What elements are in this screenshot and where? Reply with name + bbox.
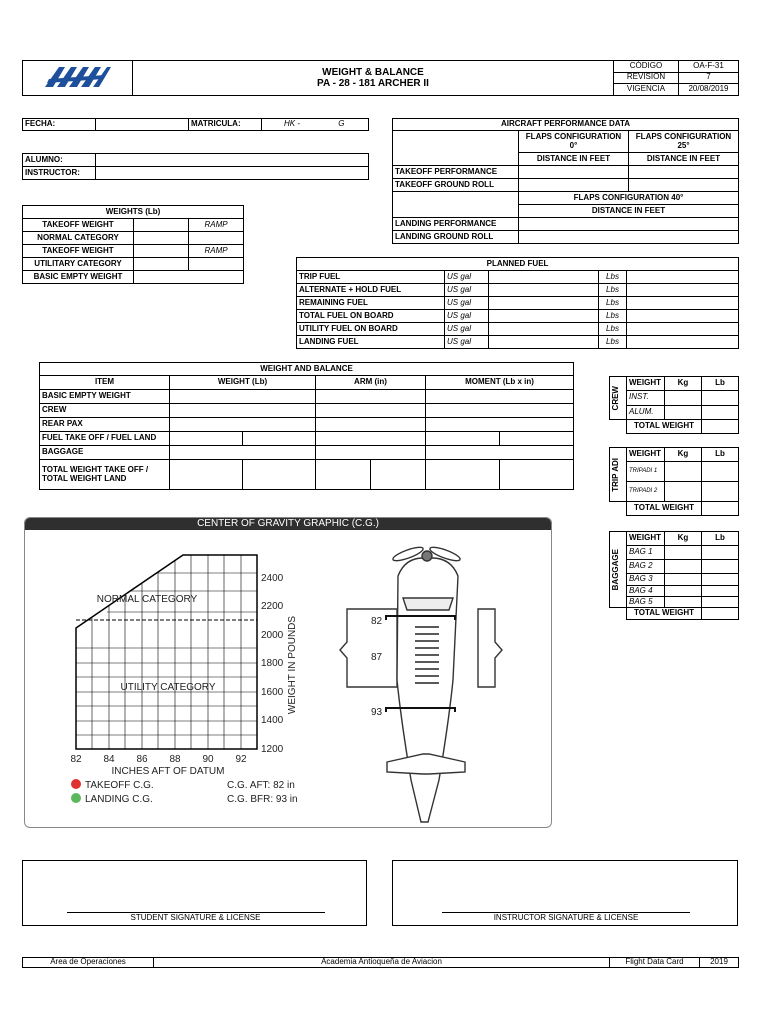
y-tick-label: 2400 (261, 573, 284, 584)
x-tick-label: 90 (202, 754, 214, 765)
wb-arm-field[interactable] (316, 404, 426, 418)
y-axis-label: WEIGHT IN POUNDS (287, 615, 298, 715)
wb-weight-field[interactable] (170, 418, 316, 432)
wb-arm-field[interactable] (316, 432, 426, 446)
fuel-gal-field[interactable] (489, 336, 599, 349)
tripadi-table (609, 447, 739, 516)
normal-category-label: NORMAL CATEGORY (96, 594, 198, 605)
takeoff-performance-label: TAKEOFF PERFORMANCE (393, 166, 519, 179)
cg-aft-label: C.G. AFT: 82 in (227, 780, 295, 791)
cg-bfr-label: C.G. BFR: 93 in (227, 794, 298, 805)
tripadi-lb-field[interactable] (702, 482, 739, 502)
baggage-corner (610, 608, 627, 620)
station-82-label: 82 (371, 616, 383, 627)
logo-cell (23, 61, 133, 96)
fuel-row-label: TOTAL FUEL ON BOARD (297, 310, 445, 323)
performance-table (392, 118, 739, 244)
baggage-lb-field[interactable] (702, 546, 739, 560)
wb-moment-land-field[interactable] (500, 432, 574, 446)
wb-moment-field[interactable] (426, 404, 574, 418)
station-87-label: 87 (371, 652, 383, 663)
wb-total-line1: TOTAL WEIGHT TAKE OFF / (42, 464, 149, 474)
weights-row-note: RAMP (189, 219, 244, 232)
cg-panel (24, 517, 552, 828)
wb-row-label: BAGGAGE (40, 446, 170, 460)
distance-header: DISTANCE IN FEET (629, 153, 739, 166)
weights-row-value[interactable] (134, 258, 189, 271)
takeoff-performance-flaps25[interactable] (629, 166, 739, 179)
wb-table (39, 362, 574, 490)
flaps40-header: FLAPS CONFIGURATION 40° (519, 192, 739, 205)
baggage-lb-field[interactable] (702, 574, 739, 586)
matricula-field[interactable] (262, 119, 369, 131)
wb-total-arm-takeoff[interactable] (316, 460, 371, 490)
landing-performance-value[interactable] (519, 218, 739, 231)
wb-total-weight-takeoff[interactable] (170, 460, 243, 490)
baggage-side-label (610, 532, 627, 608)
crew-h-weight: WEIGHT (627, 377, 665, 391)
fuel-gal-field[interactable] (489, 284, 599, 297)
fuel-row-label: UTILITY FUEL ON BOARD (297, 323, 445, 336)
fuel-row-label: LANDING FUEL (297, 336, 445, 349)
fuel-unit-gal: US gal (445, 310, 489, 323)
student-table (22, 153, 369, 180)
weights-row-value[interactable] (134, 245, 189, 258)
x-tick-label: 92 (235, 754, 247, 765)
weights-row-label: TAKEOFF WEIGHT (23, 219, 134, 232)
wb-moment-field[interactable] (426, 418, 574, 432)
vigencia-label: VIGENCIA (614, 84, 679, 96)
weights-row-label: TAKEOFF WEIGHT (23, 245, 134, 258)
student-signature-box[interactable] (22, 860, 367, 926)
baggage-h-weight: WEIGHT (627, 532, 665, 546)
cg-title: CENTER OF GRAVITY GRAPHIC (C.G.) (25, 518, 551, 530)
revision-value: 7 (679, 72, 739, 84)
crew-table (609, 376, 739, 434)
tripadi-side-label (610, 448, 627, 502)
fuel-unit-gal: US gal (445, 271, 489, 284)
weights-row-note: RAMP (189, 245, 244, 258)
fuel-gal-field[interactable] (489, 297, 599, 310)
footer-table (22, 957, 739, 968)
takeoff-performance-flaps0[interactable] (519, 166, 629, 179)
baggage-kg-field[interactable] (665, 586, 702, 597)
baggage-row-label: BAG 1 (627, 546, 665, 560)
fuel-unit-lbs: Lbs (599, 284, 627, 297)
alumno-label: ALUMNO: (23, 154, 96, 167)
wb-weight-land-field[interactable] (243, 432, 316, 446)
y-tick-label: 1400 (261, 715, 284, 726)
instructor-label: INSTRUCTOR: (23, 167, 96, 180)
distance-header: DISTANCE IN FEET (519, 205, 739, 218)
weights-title: WEIGHTS (Lb) (23, 206, 244, 219)
matricula-suffix: G (338, 119, 345, 129)
wb-col-weight: WEIGHT (Lb) (170, 376, 316, 390)
wb-row-label: REAR PAX (40, 418, 170, 432)
tripadi-lb-field[interactable] (702, 462, 739, 482)
crew-kg-field[interactable] (665, 405, 702, 419)
performance-blank (393, 192, 519, 218)
academy-logo (23, 61, 131, 92)
tripadi-h-weight: WEIGHT (627, 448, 665, 462)
wb-total-moment-takeoff[interactable] (426, 460, 500, 490)
tripadi-corner (610, 502, 627, 516)
landing-legend-dot (71, 793, 81, 803)
weights-row-note (189, 232, 244, 245)
matricula-prefix: HK - (284, 119, 300, 129)
baggage-h-lb: Lb (702, 532, 739, 546)
performance-title: AIRCRAFT PERFORMANCE DATA (393, 119, 739, 131)
crew-row-label: INST. (627, 391, 665, 405)
crew-kg-field[interactable] (665, 391, 702, 405)
landing-legend-label: LANDING C.G. (85, 794, 153, 805)
wb-weight-takeoff-field[interactable] (170, 432, 243, 446)
fuel-title: PLANNED FUEL (297, 258, 739, 271)
weights-row-label: BASIC EMPTY WEIGHT (23, 271, 134, 284)
wb-title: WEIGHT AND BALANCE (40, 363, 574, 376)
takeoff-roll-label: TAKEOFF GROUND ROLL (393, 179, 519, 192)
footer-area: Area de Operaciones (23, 958, 154, 968)
baggage-lb-field[interactable] (702, 597, 739, 608)
instructor-signature-box[interactable] (392, 860, 738, 926)
landing-roll-value[interactable] (519, 231, 739, 244)
crew-h-kg: Kg (665, 377, 702, 391)
weights-row-label: UTILITARY CATEGORY (23, 258, 134, 271)
wb-arm-field[interactable] (316, 418, 426, 432)
tripadi-kg-field[interactable] (665, 462, 702, 482)
airplane-icon (340, 545, 502, 822)
wb-weight-field[interactable] (170, 390, 316, 404)
y-tick-label: 1800 (261, 658, 284, 669)
wb-total-moment-land[interactable] (500, 460, 574, 490)
instructor-signature-label: INSTRUCTOR SIGNATURE & LICENSE (493, 913, 639, 922)
form-title-cell (133, 61, 614, 96)
wb-row-label: BASIC EMPTY WEIGHT (40, 390, 170, 404)
baggage-kg-field[interactable] (665, 574, 702, 586)
baggage-row-label: BAG 2 (627, 560, 665, 574)
crew-side-label (610, 377, 627, 420)
landing-roll-label: LANDING GROUND ROLL (393, 231, 519, 244)
codigo-value: OA-F-31 (679, 61, 739, 73)
fuel-row-label: REMAINING FUEL (297, 297, 445, 310)
wb-moment-takeoff-field[interactable] (426, 432, 500, 446)
x-tick-label: 86 (136, 754, 148, 765)
crew-lb-field[interactable] (702, 391, 739, 405)
tripadi-total-label: TOTAL WEIGHT (627, 502, 702, 516)
tripadi-h-lb: Lb (702, 448, 739, 462)
baggage-kg-field[interactable] (665, 597, 702, 608)
student-signature-label: STUDENT SIGNATURE & LICENSE (130, 913, 261, 922)
fuel-unit-lbs: Lbs (599, 271, 627, 284)
wb-total-label (40, 460, 170, 490)
fuel-lbs-field[interactable] (627, 310, 739, 323)
tripadi-side-text: TRIP ADI (611, 457, 620, 492)
weights-row-note (189, 258, 244, 271)
matricula-label: MATRICULA: (189, 119, 262, 131)
wb-col-item: ITEM (40, 376, 170, 390)
weights-row-value[interactable] (134, 232, 189, 245)
tripadi-h-kg: Kg (665, 448, 702, 462)
wb-total-weight-land[interactable] (243, 460, 316, 490)
fuel-lbs-field[interactable] (627, 284, 739, 297)
footer-year: 2019 (700, 958, 739, 968)
crew-total-field[interactable] (702, 419, 739, 433)
fuel-table (296, 257, 739, 349)
fuel-gal-field[interactable] (489, 271, 599, 284)
fuel-unit-lbs: Lbs (599, 336, 627, 349)
baggage-kg-field[interactable] (665, 560, 702, 574)
tripadi-row-label: TRIPADI 1 (627, 462, 665, 482)
wb-moment-field[interactable] (426, 446, 574, 460)
wb-row-label: FUEL TAKE OFF / FUEL LAND (40, 432, 170, 446)
cg-graphic (25, 530, 552, 828)
instructor-field[interactable] (96, 167, 369, 180)
fuel-unit-gal: US gal (445, 336, 489, 349)
crew-corner (610, 419, 627, 433)
station-93-label: 93 (371, 707, 383, 718)
baggage-row-label: BAG 4 (627, 586, 665, 597)
x-tick-label: 84 (103, 754, 115, 765)
crew-lb-field[interactable] (702, 405, 739, 419)
weights-row-value[interactable] (134, 271, 244, 284)
fuel-unit-gal: US gal (445, 297, 489, 310)
baggage-total-field[interactable] (702, 608, 739, 620)
codigo-label: CÓDIGO (614, 61, 679, 73)
fuel-unit-gal: US gal (445, 323, 489, 336)
footer-academy: Academia Antioqueña de Aviacion (154, 958, 610, 968)
fuel-unit-lbs: Lbs (599, 297, 627, 310)
alumno-field[interactable] (96, 154, 369, 167)
fuel-lbs-field[interactable] (627, 297, 739, 310)
performance-blank (393, 131, 519, 166)
fuel-lbs-field[interactable] (627, 323, 739, 336)
baggage-lb-field[interactable] (702, 560, 739, 574)
landing-performance-label: LANDING PERFORMANCE (393, 218, 519, 231)
fuel-row-label: ALTERNATE + HOLD FUEL (297, 284, 445, 297)
y-tick-label: 1200 (261, 744, 284, 755)
x-tick-label: 88 (169, 754, 181, 765)
fuel-unit-lbs: Lbs (599, 310, 627, 323)
fecha-field[interactable] (96, 119, 189, 131)
crew-row-label: ALUM. (627, 405, 665, 419)
tripadi-row-label: TRIPADI 2 (627, 482, 665, 502)
footer-card: Flight Data Card (610, 958, 700, 968)
wb-arm-field[interactable] (316, 390, 426, 404)
takeoff-roll-flaps25[interactable] (629, 179, 739, 192)
wb-weight-field[interactable] (170, 446, 316, 460)
fuel-gal-field[interactable] (489, 323, 599, 336)
weights-row-label: NORMAL CATEGORY (23, 232, 134, 245)
wb-row-label: CREW (40, 404, 170, 418)
fuel-unit-gal: US gal (445, 284, 489, 297)
tripadi-kg-field[interactable] (665, 482, 702, 502)
revision-label: REVISION (614, 72, 679, 84)
fuel-lbs-field[interactable] (627, 271, 739, 284)
form-title: WEIGHT & BALANCE (322, 66, 424, 78)
distance-header: DISTANCE IN FEET (519, 153, 629, 166)
flaps0-header: FLAPS CONFIGURATION 0° (519, 131, 629, 153)
aircraft-model: PA - 28 - 181 ARCHER II (317, 77, 429, 89)
baggage-side-text: BAGGAGE (611, 548, 620, 591)
header-table (22, 60, 739, 96)
tripadi-total-field[interactable] (702, 502, 739, 516)
fuel-row-label: TRIP FUEL (297, 271, 445, 284)
baggage-h-kg: Kg (665, 532, 702, 546)
wb-col-arm: ARM (in) (316, 376, 426, 390)
weights-row-value[interactable] (134, 219, 189, 232)
wb-total-arm-land[interactable] (371, 460, 426, 490)
baggage-row-label: BAG 5 (627, 597, 665, 608)
crew-side-text: CREW (611, 385, 620, 411)
crew-h-lb: Lb (702, 377, 739, 391)
x-tick-label: 82 (70, 754, 82, 765)
weights-table (22, 205, 244, 284)
baggage-lb-field[interactable] (702, 586, 739, 597)
fecha-table (22, 118, 369, 131)
wb-weight-field[interactable] (170, 404, 316, 418)
cg-envelope (76, 555, 257, 749)
wb-moment-field[interactable] (426, 390, 574, 404)
baggage-total-label: TOTAL WEIGHT (627, 608, 702, 620)
y-tick-label: 1600 (261, 687, 284, 698)
baggage-row-label: BAG 3 (627, 574, 665, 586)
crew-total-label: TOTAL WEIGHT (627, 419, 702, 433)
vigencia-value: 20/08/2019 (679, 84, 739, 96)
y-tick-label: 2000 (261, 630, 284, 641)
flaps25-header: FLAPS CONFIGURATION 25° (629, 131, 739, 153)
takeoff-legend-label: TAKEOFF C.G. (85, 780, 154, 791)
fecha-label: FECHA: (23, 119, 96, 131)
wb-col-moment: MOMENT (Lb x in) (426, 376, 574, 390)
takeoff-legend-dot (71, 779, 81, 789)
wb-total-line2: TOTAL WEIGHT LAND (42, 473, 127, 483)
y-tick-label: 2200 (261, 601, 284, 612)
fuel-unit-lbs: Lbs (599, 323, 627, 336)
takeoff-roll-flaps0[interactable] (519, 179, 629, 192)
baggage-table (609, 531, 739, 620)
fuel-lbs-field[interactable] (627, 336, 739, 349)
x-axis-label: INCHES AFT OF DATUM (111, 766, 225, 777)
utility-category-label: UTILITY CATEGORY (120, 682, 216, 693)
baggage-kg-field[interactable] (665, 546, 702, 560)
wb-arm-field[interactable] (316, 446, 426, 460)
fuel-gal-field[interactable] (489, 310, 599, 323)
